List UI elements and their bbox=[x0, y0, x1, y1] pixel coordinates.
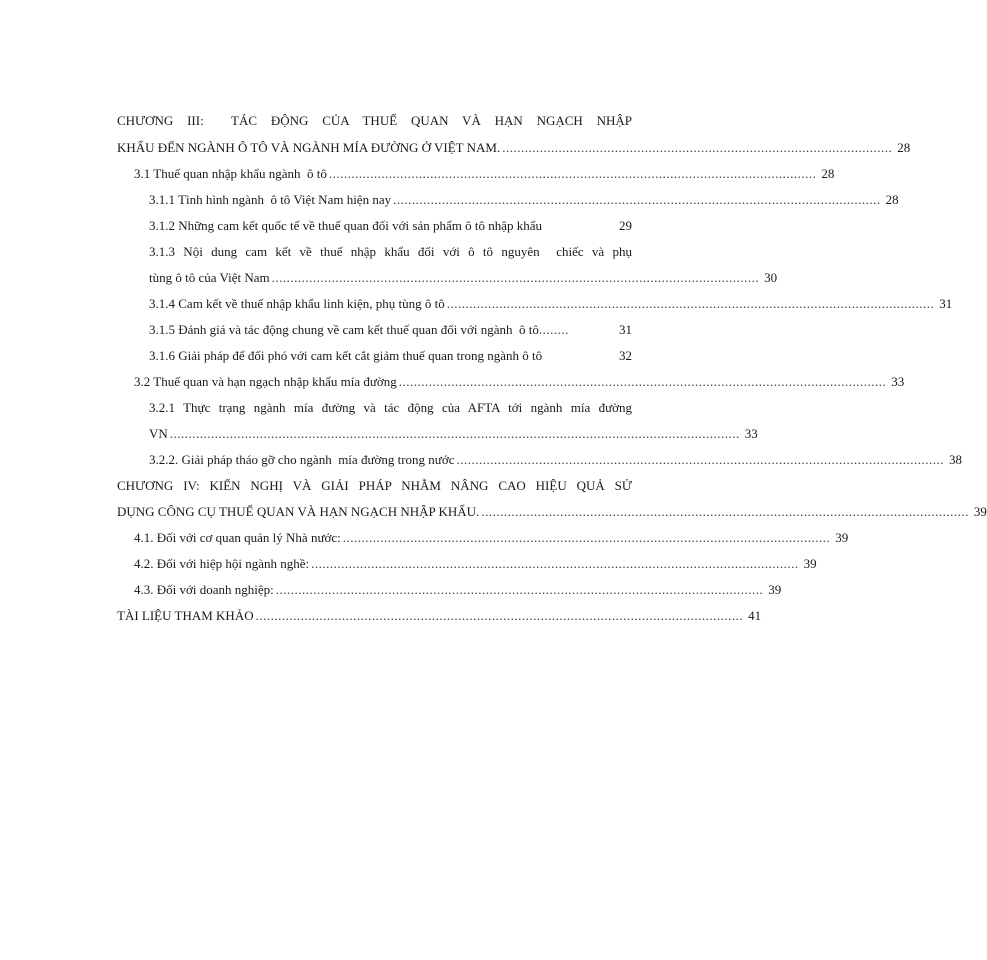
toc-page-number: 33 bbox=[744, 426, 758, 441]
toc-page-number: 32 bbox=[619, 348, 632, 363]
toc-entry-label: 4.1. Đối với cơ quan quản lý Nhà nước: bbox=[134, 530, 341, 545]
toc-entry-4-3[interactable] bbox=[134, 582, 782, 598]
dot-leader: .................................................................................................................................. bbox=[342, 530, 831, 545]
dot-leader: .................................................................................................................................. bbox=[481, 504, 969, 519]
dot-leader: .................................................................................................................................. bbox=[393, 192, 881, 207]
toc-entry-label: TÀI LIỆU THAM KHẢO bbox=[117, 608, 254, 623]
toc-page-number: 31 bbox=[619, 322, 632, 337]
toc-entry-label: 3.1.6 Giải pháp để đối phó với cam kết cắt giảm thuế quan trong ngành ô tô bbox=[149, 348, 543, 363]
toc-entry-label: tùng ô tô của Việt Nam bbox=[149, 270, 270, 285]
toc-chapter-3-title-line1[interactable]: CHƯƠNG III: TÁC ĐỘNG CỦA THUẾ QUAN VÀ HẠN NGẠCH NHẬP bbox=[117, 113, 632, 128]
toc-entry-3-1-3[interactable] bbox=[149, 270, 778, 286]
toc-entry-label: 3.2.2. Giải pháp tháo gỡ cho ngành mía đường trong nước bbox=[149, 452, 455, 467]
dot-leader: ........................................................................................................ bbox=[502, 140, 893, 155]
toc-entry-label: VN bbox=[149, 426, 168, 441]
dot-leader: .................................................................................................................................. bbox=[275, 582, 764, 597]
toc-entry-3-1-3-line1[interactable]: 3.1.3 Nội dung cam kết về thuế nhập khẩu đối với ô tô nguyên chiếc và phụ bbox=[149, 244, 632, 259]
toc-entry-3-1-1[interactable] bbox=[149, 192, 899, 208]
toc-entry-references[interactable] bbox=[117, 608, 762, 624]
toc-chapter-4-title-line2: DỤNG CÔNG CỤ THUẾ QUAN VÀ HẠN NGẠCH NHẬP KHẨU. bbox=[117, 504, 480, 519]
toc-entry-3-1-4[interactable] bbox=[149, 296, 953, 312]
toc-entry-label: 4.3. Đối với doanh nghiệp: bbox=[134, 582, 274, 597]
toc-entry-label: 4.2. Đối với hiệp hội ngành nghề: bbox=[134, 556, 310, 571]
toc-entry-3-1[interactable] bbox=[134, 166, 835, 182]
toc-page-number: 28 bbox=[821, 166, 835, 181]
toc-chapter-3-entry[interactable] bbox=[117, 140, 911, 156]
toc-chapter-4-entry[interactable] bbox=[117, 504, 987, 520]
toc-entry-3-2-1[interactable] bbox=[149, 426, 758, 442]
toc-page-number: 39 bbox=[835, 530, 849, 545]
dot-leader: ........................................................................................................................................................ bbox=[169, 426, 740, 441]
toc-page-number: 31 bbox=[939, 296, 953, 311]
toc-entry-4-2[interactable] bbox=[134, 556, 817, 572]
toc-entry-label: 3.1.5 Đánh giá và tác động chung về cam kết thuế quan đối với ngành ô tô bbox=[149, 322, 539, 337]
toc-page-number: 30 bbox=[764, 270, 778, 285]
dot-leader: .................................................................................................................................. bbox=[456, 452, 944, 467]
toc-entry-label: 3.1 Thuế quan nhập khẩu ngành ô tô bbox=[134, 166, 327, 181]
dot-leader: .................................................................................................................................. bbox=[446, 296, 935, 311]
toc-entry-label: 3.1.4 Cam kết về thuế nhập khẩu linh kiện, phụ tùng ô tô bbox=[149, 296, 445, 311]
toc-page-number: 39 bbox=[768, 582, 782, 597]
toc-entry-3-2-1-line1[interactable]: 3.2.1 Thực trạng ngành mía đường và tác động của AFTA tới ngành mía đường bbox=[149, 400, 632, 415]
toc-entry-3-2-2[interactable] bbox=[149, 452, 962, 468]
toc-entry-3-1-5[interactable] bbox=[149, 322, 632, 338]
toc-page-number: 28 bbox=[885, 192, 899, 207]
toc-chapter-4-title-line1[interactable]: CHƯƠNG IV: KIẾN NGHỊ VÀ GIẢI PHÁP NHẰM NÂNG CAO HIỆU QUẢ SỬ bbox=[117, 478, 632, 493]
toc-page-number: 39 bbox=[973, 504, 987, 519]
toc-entry-3-2[interactable] bbox=[134, 374, 905, 390]
toc-entry-3-1-2[interactable] bbox=[149, 218, 632, 234]
toc-entry-4-1[interactable] bbox=[134, 530, 849, 546]
toc-page-number: 29 bbox=[619, 218, 632, 233]
toc-page-number: 39 bbox=[803, 556, 817, 571]
toc-page-number: 33 bbox=[891, 374, 905, 389]
dot-leader: .................................................................................................................................. bbox=[255, 608, 744, 623]
dot-leader: .................................................................................................................................. bbox=[398, 374, 887, 389]
toc-entry-label: 3.1.2 Những cam kết quốc tế về thuế quan đối với sản phẩm ô tô nhập khẩu bbox=[149, 218, 543, 233]
toc-page-number: 41 bbox=[748, 608, 762, 623]
dot-leader: .................................................................................................................................. bbox=[311, 556, 799, 571]
toc-chapter-3-title-line2: KHẨU ĐẾN NGÀNH Ô TÔ VÀ NGÀNH MÍA ĐƯỜNG Ở VIỆT NAM. bbox=[117, 140, 501, 155]
dot-leader: ........ bbox=[538, 322, 569, 337]
dot-leader: .................................................................................................................................. bbox=[271, 270, 760, 285]
toc-entry-label: 3.1.1 Tình hình ngành ô tô Việt Nam hiện nay bbox=[149, 192, 392, 207]
toc-page-number: 38 bbox=[949, 452, 962, 467]
toc-entry-label: 3.2 Thuế quan và hạn ngạch nhập khẩu mía đường bbox=[134, 374, 397, 389]
toc-entry-3-1-6[interactable] bbox=[149, 348, 632, 364]
dot-leader: .................................................................................................................................. bbox=[328, 166, 817, 181]
toc-page-number: 28 bbox=[897, 140, 911, 155]
